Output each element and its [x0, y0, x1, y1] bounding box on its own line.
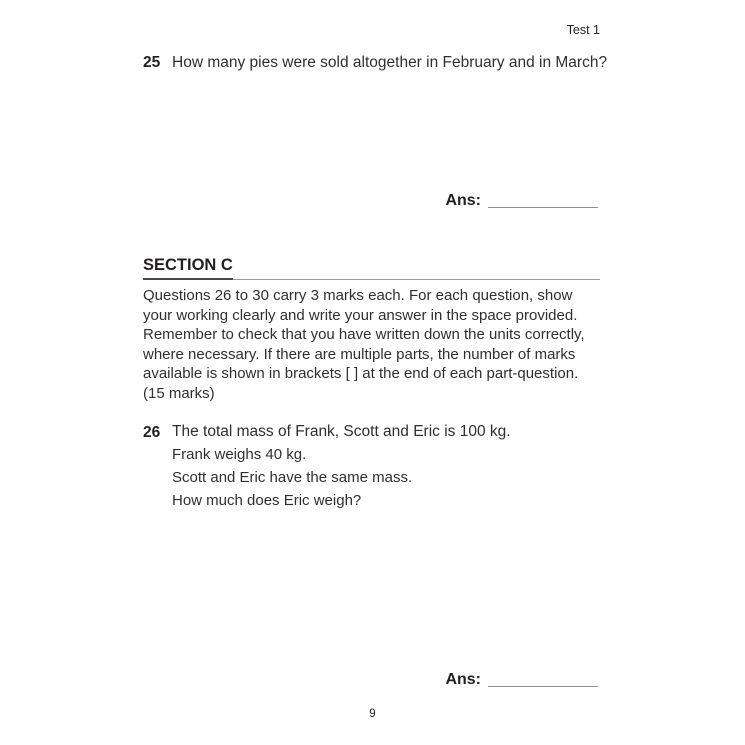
section-c-heading: SECTION C: [143, 256, 233, 280]
section-c-instructions: [143, 286, 613, 404]
question-25-number: 25: [143, 54, 161, 71]
instruction-line: (15 marks): [143, 384, 215, 402]
question-26-line: Scott and Eric have the same mass.: [172, 469, 413, 486]
instruction-line: your working clearly and write your answer in the space provided.: [143, 306, 578, 324]
answer-row-q25: [445, 191, 598, 210]
answer-blank-line-q25: [488, 207, 598, 208]
page-number: 9: [369, 708, 376, 720]
question-26-line: Frank weighs 40 kg.: [172, 446, 307, 463]
question-26-line: How much does Eric weigh?: [172, 492, 362, 509]
answer-label-q26: Ans:: [445, 671, 481, 688]
answer-row-q26: [445, 670, 598, 689]
answer-label-q25: Ans:: [445, 192, 481, 209]
question-25-text: How many pies were sold altogether in February and in March?: [172, 54, 608, 71]
question-26-line: The total mass of Frank, Scott and Eric is 100 kg.: [172, 423, 511, 440]
answer-blank-line-q26: [488, 686, 598, 687]
page-header-test-label: Test 1: [566, 23, 600, 37]
instruction-line: Remember to check that you have written down the units correctly,: [143, 326, 585, 344]
instruction-line: where necessary. If there are multiple parts, the number of marks: [143, 345, 576, 363]
instruction-line: available is shown in brackets [ ] at the end of each part-question.: [143, 365, 579, 383]
question-26-text: [172, 420, 511, 512]
question-26-number: 26: [143, 424, 161, 441]
instruction-line: Questions 26 to 30 carry 3 marks each. For each question, show: [143, 287, 573, 304]
